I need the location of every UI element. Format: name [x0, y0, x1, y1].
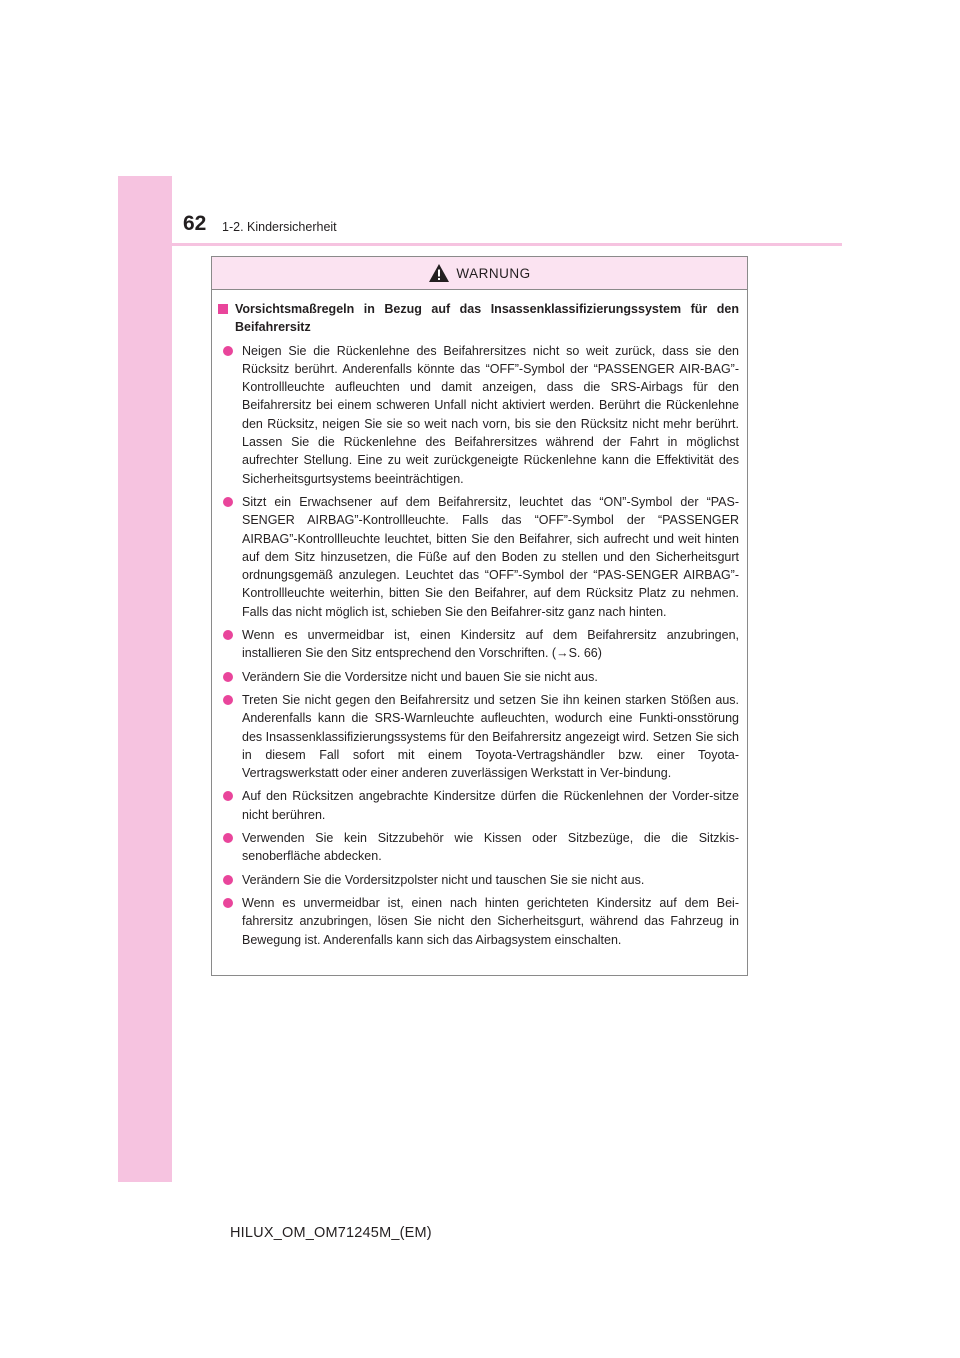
- chapter-sidebar-tab: [118, 176, 172, 1182]
- round-bullet-icon: [223, 791, 233, 801]
- list-item-text: Wenn es unvermeidbar ist, einen nach hinten gerichteten Kindersitz auf dem Bei-fahrersitz anzubringen, lösen Sie nicht den Sicherheitsgurt, während das Fahrzeug in Bewegung ist. Anderenfalls kann sich das Airbagsystem einschalten.: [242, 895, 739, 947]
- list-item: [218, 894, 739, 949]
- square-bullet-icon: [218, 304, 228, 314]
- list-item: [218, 342, 739, 488]
- list-item-text: Verwenden Sie kein Sitzzubehör wie Kissen oder Sitzbezüge, die die Sitzkis-senoberfläche abdecken.: [242, 831, 739, 864]
- warning-box: [211, 256, 748, 976]
- header-rule: [172, 243, 842, 246]
- list-item: [218, 691, 739, 782]
- list-item-text: Verändern Sie die Vordersitze nicht und bauen Sie sie nicht aus.: [242, 669, 598, 684]
- round-bullet-icon: [223, 898, 233, 908]
- warning-label: WARNUNG: [456, 265, 531, 281]
- list-item: [218, 787, 739, 824]
- round-bullet-icon: [223, 695, 233, 705]
- warning-triangle-icon: [428, 263, 450, 283]
- round-bullet-icon: [223, 875, 233, 885]
- list-item: [218, 829, 739, 866]
- list-item-text: Wenn es unvermeidbar ist, einen Kindersitz auf dem Beifahrersitz anzubringen, installieren Sie den Sitz entsprechend den Vorschriften. (→S. 66): [242, 628, 739, 661]
- round-bullet-icon: [223, 346, 233, 356]
- list-item: [218, 668, 739, 686]
- list-item-text: Auf den Rücksitzen angebrachte Kindersitze dürfen die Rückenlehnen der Vorder-sitze nicht berühren.: [242, 789, 739, 822]
- round-bullet-icon: [223, 497, 233, 507]
- list-item-text: Sitzt ein Erwachsener auf dem Beifahrersitz, leuchtet das “ON”-Symbol der “PAS-SENGER AIRBAG”-Kontrollleuchte. Falls das “OFF”-Symbol der “PASSENGER AIRBAG”-Kontrollleuchte leuchtet, bitten Sie den Beifahrer, sich aufrecht und weit hinten auf dem Sitz hinzusetzen, die Füße auf den Boden zu stellen und den Sicherheitsgurt ordnungsgemäß anzulegen. Leuchtet das “OFF”-Symbol der “PAS-SENGER AIRBAG”-Kontrollleuchte weiterhin, bitten Sie den Beifahrer, auf dem Rücksitz Platz zu nehmen. Falls das nicht möglich ist, schieben Sie den Beifahrer-sitz ganz nach hinten.: [242, 494, 739, 619]
- round-bullet-icon: [223, 672, 233, 682]
- section-title: 1-2. Kindersicherheit: [222, 220, 337, 234]
- warning-header: [212, 257, 747, 290]
- list-item: [218, 626, 739, 663]
- warning-body: [212, 290, 747, 949]
- list-item-text: Neigen Sie die Rückenlehne des Beifahrersitzes nicht so weit zurück, dass sie den Rücksitz berührt. Anderenfalls könnte das “OFF”-Symbol der “PASSENGER AIR-BAG”-Kontrollleuchte aufleuchten und damit anzeigen, dass die SRS-Airbags für den Beifahrersitz bei einem schweren Unfall nicht aktiviert werden. Berührt die Rückenlehne den Rücksitz, neigen Sie sie so weit nach vorn, bis sie den Rücksitz nicht mehr berührt. Lassen Sie die Rückenlehne des Beifahrersitzes während der Fahrt in möglichst aufrechter Stellung. Eine zu weit zurückgeneigte Rückenlehne kann die Effektivität des Sicherheitsgurtsystems beeinträchtigen.: [242, 343, 739, 486]
- list-item-text: Treten Sie nicht gegen den Beifahrersitz und setzen Sie ihn keinen starken Stößen aus. Anderenfalls kann die SRS-Warnleuchte aufleuchten, wodurch eine Funkti-onsstörung des Insassenklassifizierungssystems für den Beifahrersitz angezeigt wird. Setzen Sie sich in diesem Fall sofort mit einem Toyota-Vertragshändler bzw. einer Toyota-Vertragswerkstatt oder einer anderen zuverlässigen Werkstatt in Ver-bindung.: [242, 692, 739, 781]
- page-number: 62: [183, 212, 207, 235]
- list-item-text: Verändern Sie die Vordersitzpolster nicht und tauschen Sie sie nicht aus.: [242, 872, 645, 887]
- round-bullet-icon: [223, 833, 233, 843]
- document-footer-id: HILUX_OM_OM71245M_(EM): [230, 1225, 432, 1241]
- list-item: [218, 871, 739, 889]
- warning-topic: [218, 300, 739, 337]
- round-bullet-icon: [223, 630, 233, 640]
- list-item: [218, 493, 739, 621]
- warning-topic-text: Vorsichtsmaßregeln in Bezug auf das Insassenklassifizierungssystem für den Beifahrersitz: [235, 302, 739, 335]
